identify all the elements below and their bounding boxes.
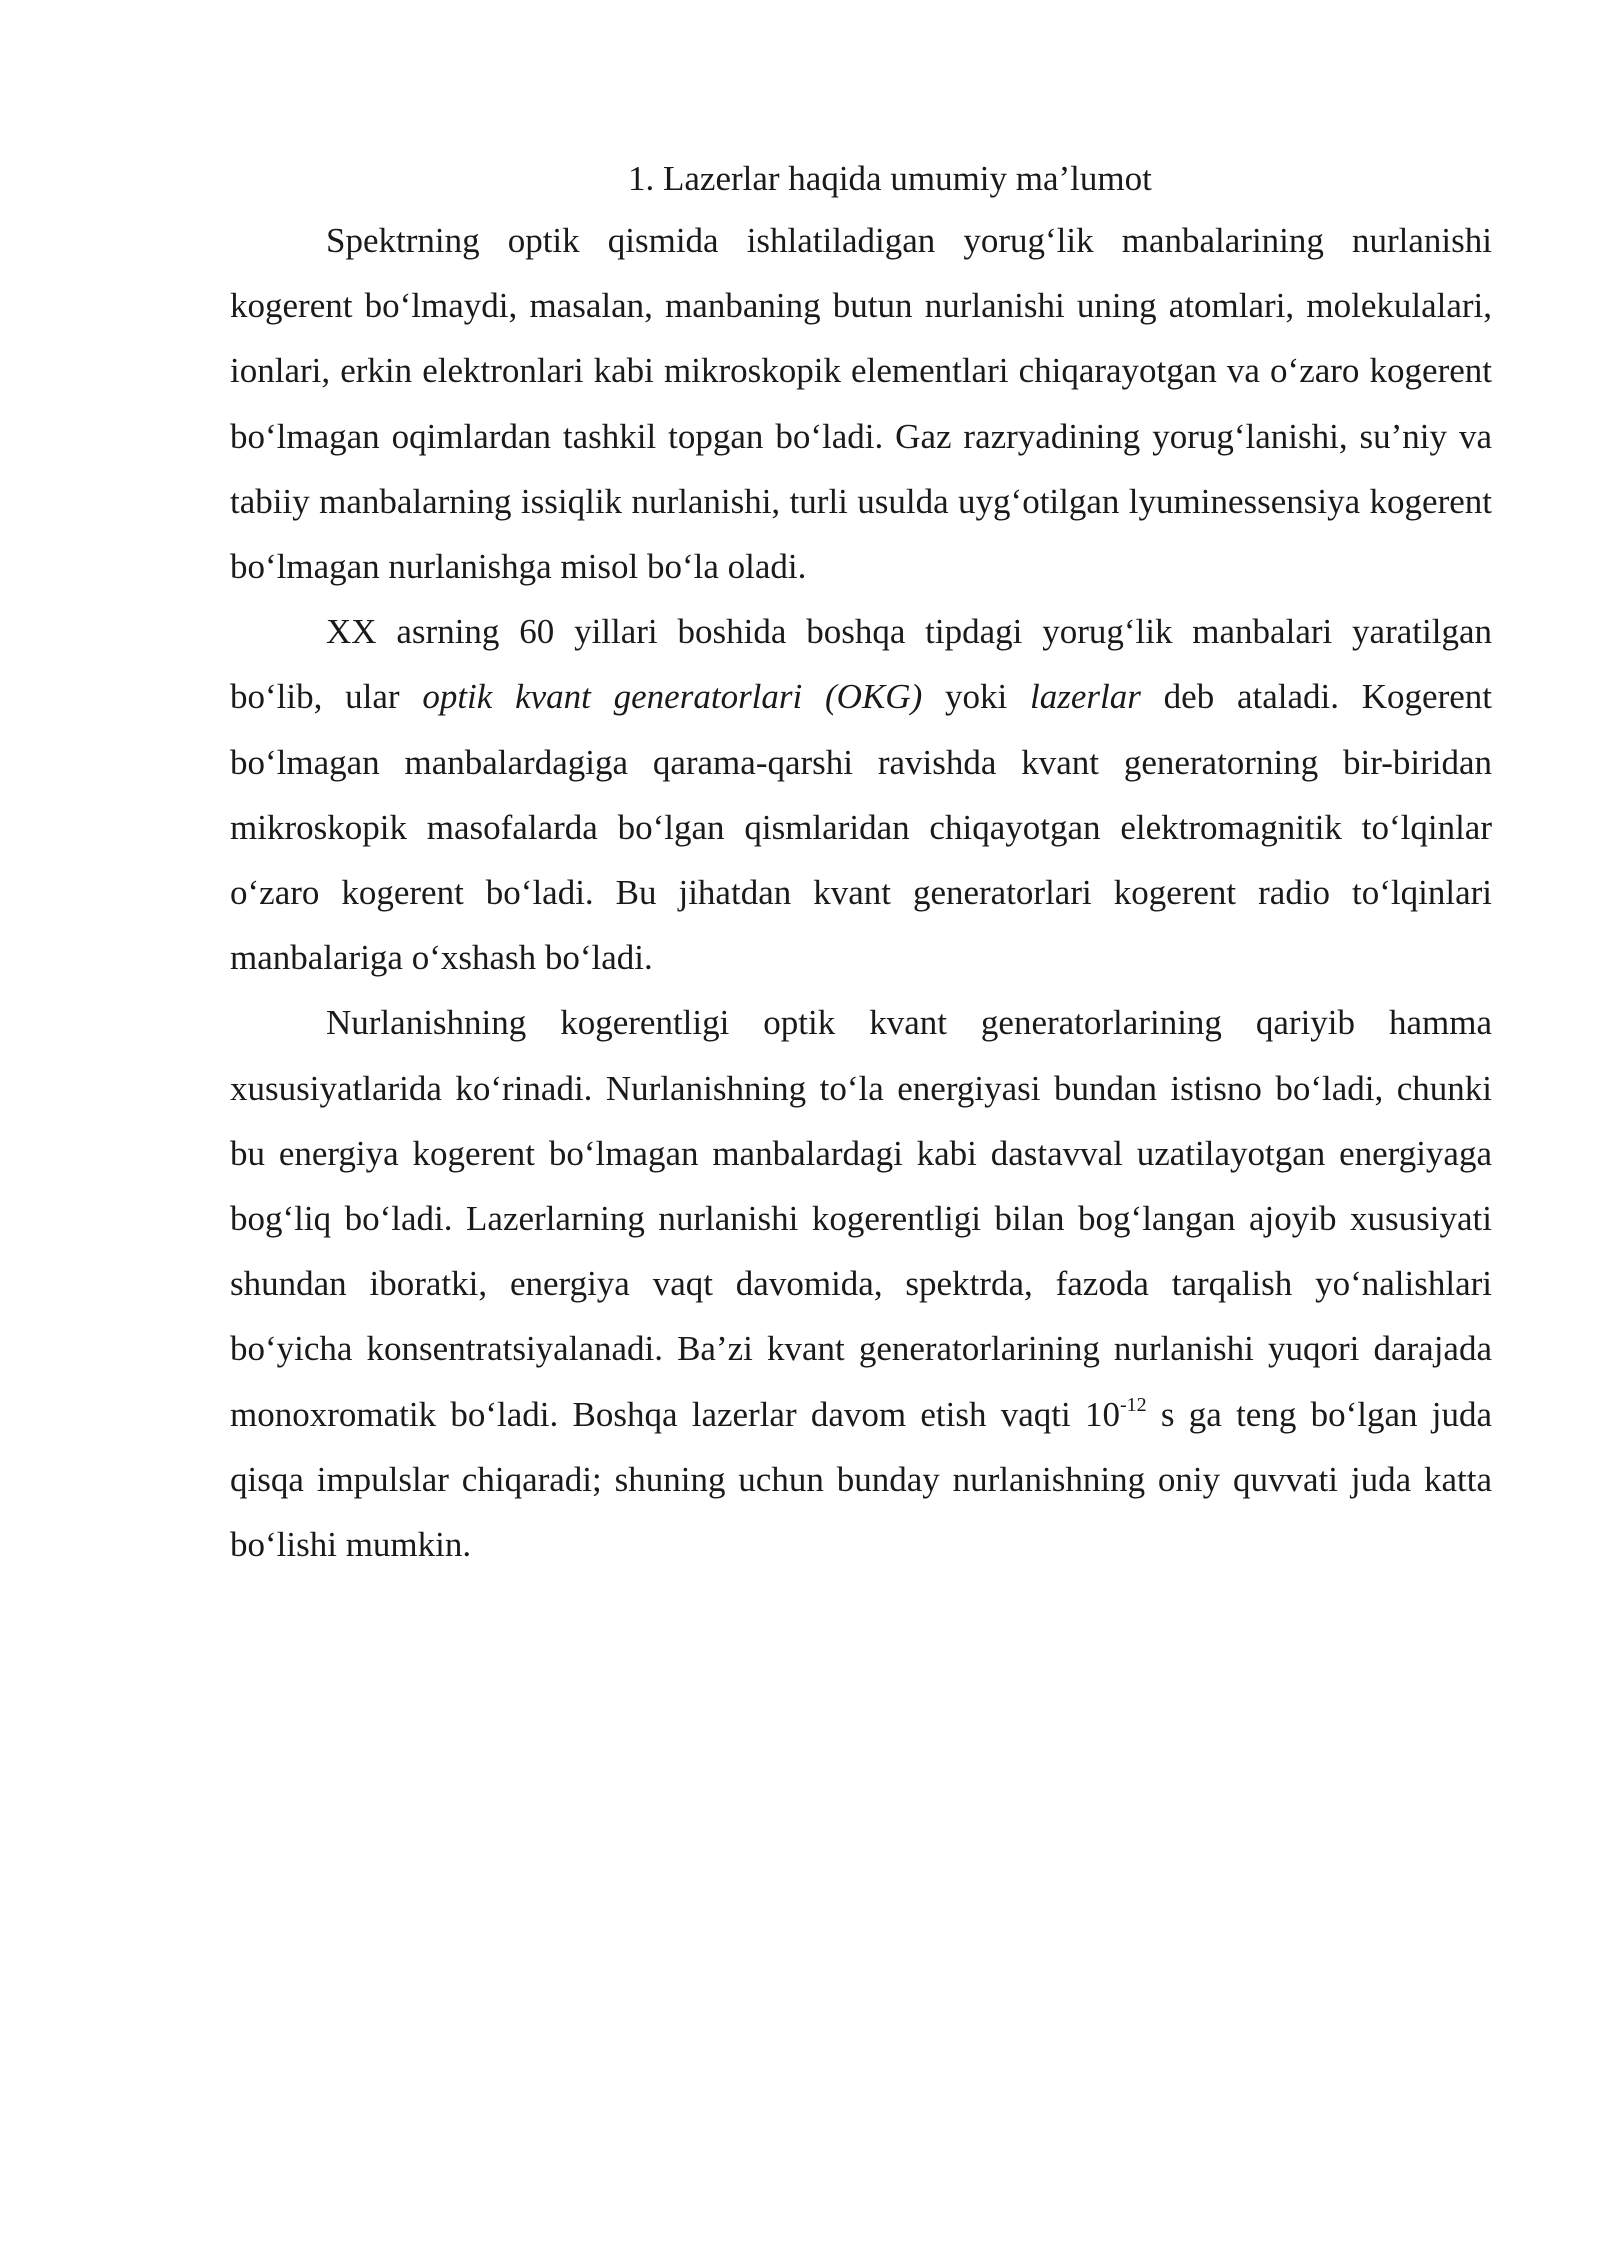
paragraph-2-text-1: XX asrning 60 yillari boshida boshqa tipdagi yorug‘lik manbalari yaratilgan bo‘lib, ular: [230, 612, 1492, 717]
paragraph-2-italic-okg: optik kvant generatorlari (OKG): [422, 677, 923, 717]
paragraph-2-text-3: deb ataladi. Kogerent bo‘lmagan manbalardagiga qarama-qarshi ravishda kvant generatorning bir-biridan mikroskopik masofalarda bo‘lgan qismlaridan chiqayotgan elektromagnitik to‘lqinlar o‘zaro kogerent bo‘ladi. Bu jihatdan kvant generatorlari kogerent radio to‘lqinlari manbalariga o‘xshash bo‘ladi.: [230, 677, 1492, 978]
paragraph-2: [230, 599, 1492, 990]
paragraph-2-italic-lazerlar: lazerlar: [1030, 677, 1141, 717]
paragraph-3-text-2: s ga teng bo‘lgan juda qisqa impulslar chiqaradi; shuning uchun bunday nurlanishning oniy quvvati juda katta bo‘lishi mumkin.: [230, 1394, 1492, 1565]
section-heading: 1. Lazerlar haqida umumiy ma’lumot: [628, 159, 1152, 198]
document-page: [230, 150, 1492, 1577]
paragraph-1: Spektrning optik qismida ishlatiladigan yorug‘lik manbalarining nurlanishi kogerent bo‘lmaydi, masalan, manbaning butun nurlanishi uning atomlari, molekulalari, ionlari, erkin elektronlari kabi mikroskopik elementlari chiqarayotgan va o‘zaro kogerent bo‘lmagan oqimlardan tashkil topgan bo‘ladi. Gaz razryadining yorug‘lanishi, su’niy va tabiiy manbalarning issiqlik nurlanishi, turli usulda uyg‘otilgan lyuminessensiya kogerent bo‘lmagan nurlanishga misol bo‘la oladi.: [230, 221, 1492, 587]
paragraph-3: [230, 990, 1492, 1577]
paragraph-2-text-2: yoki: [922, 677, 1031, 717]
paragraph-3-text-1: Nurlanishning kogerentligi optik kvant generatorlarining qariyib hamma xususiyatlarida ko‘rinadi. Nurlanishning to‘la energiyasi bundan istisno bo‘ladi, chunki bu energiya kogerent bo‘lmagan manbalardagi kabi dastavval uzatilayotgan energiyaga bog‘liq bo‘ladi. Lazerlarning nurlanishi kogerentligi bilan bog‘langan ajoyib xususiyati shundan iboratki, energiya vaqt davomida, spektrda, fazoda tarqalish yo‘nalishlari bo‘yicha konsentratsiyalanadi. Ba’zi kvant generatorlarining nurlanishi yuqori darajada monoxromatik bo‘ladi. Boshqa lazerlar davom etish vaqti 10: [230, 1003, 1492, 1434]
exponent-superscript: -12: [1119, 1393, 1147, 1416]
